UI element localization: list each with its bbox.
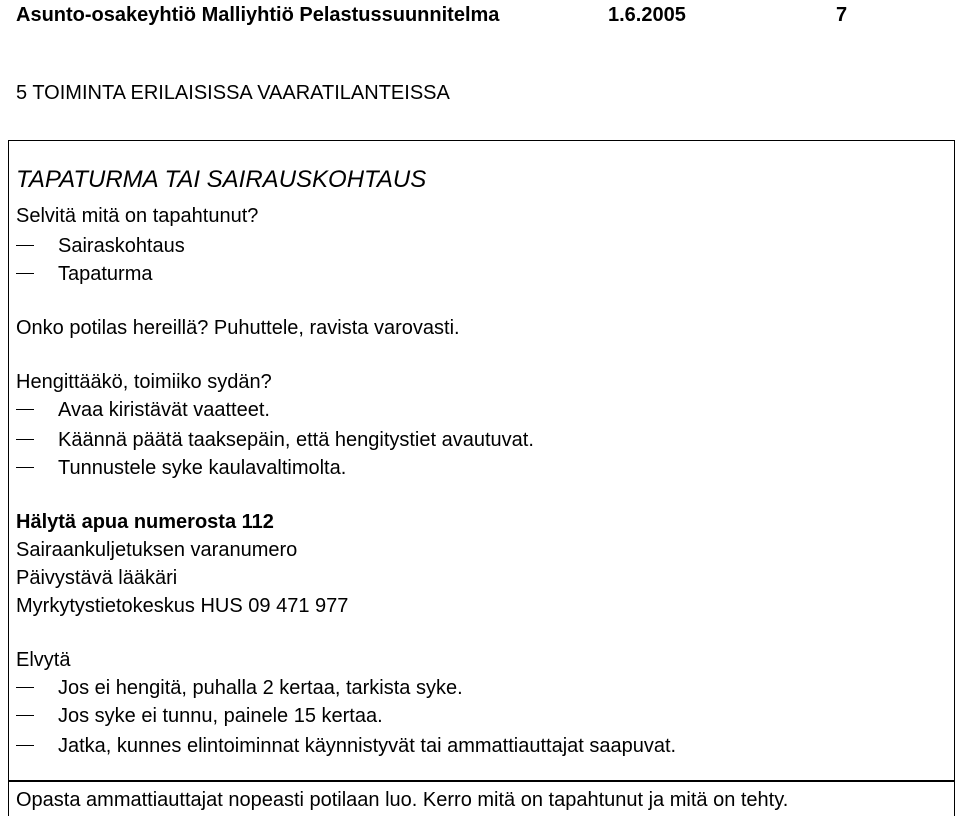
dash-icon <box>16 409 34 411</box>
list-item: Tunnustele syke kaulavaltimolta. <box>16 456 346 480</box>
contact-line: Päivystävä lääkäri <box>16 567 178 589</box>
list-item: Sairaskohtaus <box>16 234 185 258</box>
header-organization: Asunto-osakeyhtiö Malliyhtiö Pelastussuunnitelma <box>16 4 500 26</box>
list-item: Käännä päätä taaksepäin, että hengitystiet avautuvat. <box>16 428 534 452</box>
dash-icon <box>16 245 34 247</box>
chapter-title: 5 TOIMINTA ERILAISISSA VAARATILANTEISSA <box>16 82 450 104</box>
question-breathing: Hengittääkö, toimiiko sydän? <box>16 371 272 393</box>
section-title: TAPATURMA TAI SAIRAUSKOHTAUS <box>16 166 427 193</box>
list-item: Jos syke ei tunnu, painele 15 kertaa. <box>16 704 383 728</box>
contact-line: Myrkytystietokeskus HUS 09 471 977 <box>16 595 349 617</box>
divider <box>8 780 955 782</box>
contact-line: Sairaankuljetuksen varanumero <box>16 539 298 561</box>
list-item: Tapaturma <box>16 262 153 286</box>
question-conscious: Onko potilas hereillä? Puhuttele, ravista varovasti. <box>16 317 460 339</box>
dash-icon <box>16 439 34 441</box>
list-item: Avaa kiristävät vaatteet. <box>16 398 270 422</box>
page-header <box>16 2 846 32</box>
revive-heading: Elvytä <box>16 649 71 671</box>
list-item: Jatka, kunnes elintoiminnat käynnistyvät tai ammattiauttajat saapuvat. <box>16 734 676 758</box>
page-number: 7 <box>836 4 848 26</box>
alarm-instruction: Hälytä apua numerosta 112 <box>16 511 274 533</box>
dash-icon <box>16 467 34 469</box>
footer-note: Opasta ammattiauttajat nopeasti potilaan luo. Kerro mitä on tapahtunut ja mitä on tehty. <box>16 789 789 811</box>
header-date: 1.6.2005 <box>608 4 686 26</box>
dash-icon <box>16 745 34 747</box>
dash-icon <box>16 687 34 689</box>
dash-icon <box>16 273 34 275</box>
list-item: Jos ei hengitä, puhalla 2 kertaa, tarkista syke. <box>16 676 463 700</box>
question-what-happened: Selvitä mitä on tapahtunut? <box>16 205 259 227</box>
dash-icon <box>16 715 34 717</box>
